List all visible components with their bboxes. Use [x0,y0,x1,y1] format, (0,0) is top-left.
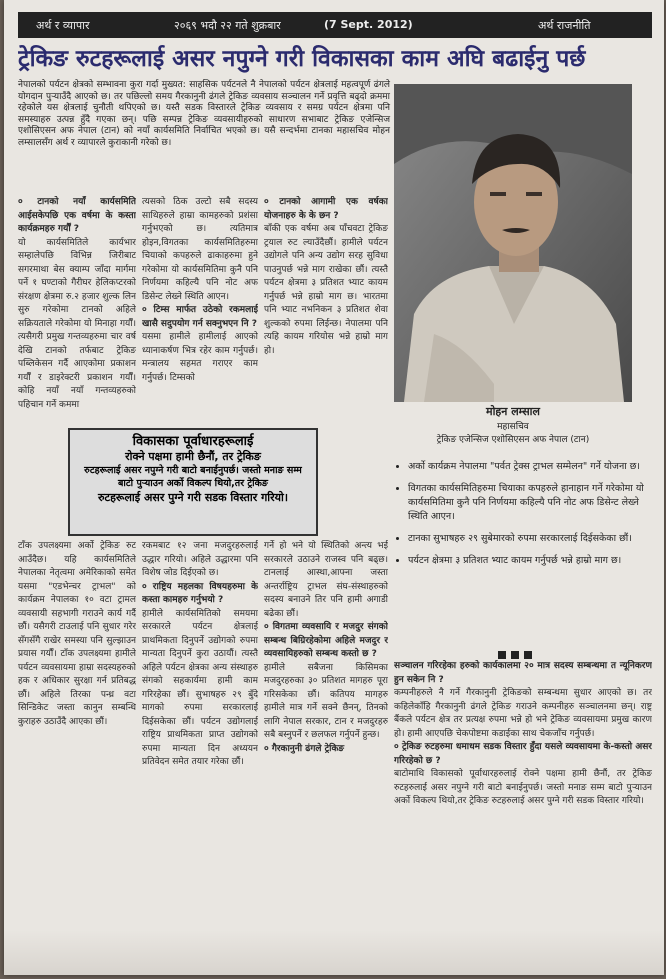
highlight-item: • टानका सुभाषहरु २९ सुबेमारको रुपमा सरकारलाई दिईसकेका छौं। [408,532,652,546]
question: ० ट्रेकिङ रुटहरुमा धमाधम सडक विस्तार हुँदा यसले व्यवसायमा के-कस्तो असर गरिरहेको छ ? [394,742,652,766]
dateline: २०६९ भदौ २२ गते शुक्रबार [174,19,281,32]
highlights-list [394,460,652,576]
caption-name: मोहन लम्साल [486,405,540,418]
question: ० राष्ट्रिय महलका विषयहरुमा के कस्ता कामहरु गर्नुभयो ? [142,581,258,605]
page-bottom-fold [4,930,664,975]
answer: यो कार्यसमितिले कार्यभार सम्हालेपछि विभिन्न जिरीबाट सगरमाथा बेस क्याम्प जाँदा मार्गमा पर्ने १ घण्टाको गैरीघर हेलिकप्टरको संरक्षण क्षेत्रमा रु.२ हजार शुल्क लिन सुरु गरेकोमा टानको अहिले सक्रियताले गरेकोमा यो मिनाहा गर्यौं। त्यसैगरी प्रमुख गन्तव्यहरुमा चार वर्ष देखि टानको तर्फबाट ट्रेकिङ पब्लिकेसन गर्दै आएकोमा प्रकाशन गर्यौं र डाइरेक्टरी प्रकाशन गर्यौं। कोहि नयाँ नयाँ गन्तव्यहरुको पहिचान गर्ने कममा [18,237,136,410]
column-1 [18,196,136,426]
pull-quote-line: रोक्ने पक्षमा हामी छैनौं, तर ट्रेकिङ [125,450,261,463]
column-2 [142,196,258,426]
section-divider [498,644,542,652]
page-header-bar [18,12,652,38]
question: सञ्चालन गरिरहेका हरुको कार्यकालमा २० मात्र सदस्य सम्बन्धमा त न्यूनिकरण हुन सकेन नि ? [394,661,652,685]
answer: रकमबाट १२ जना मजदुरहरुलाई उद्धार गरियो। अहिले उद्धारमा पनि विशेष जोड दिईएको छ। [142,541,258,578]
highlight-item: • पर्यटन क्षेत्रमा ३ प्रतिशत भ्याट कायम गर्नुपर्छ भन्ने हाम्रो माग छ। [408,554,652,568]
highlight-item: • विगतका कार्यसमितिहरुमा चियाका कपहरुले हानाहान गर्ने गरेकोमा यो कार्यसमितिमा कुनै पनि निर्णयमा कहिल्यै पनि नोट अफ डिसेन्ट लेख्ने स्थिति आएन। [408,482,652,524]
answer: टाँक उपलक्ष्यमा अर्को ट्रेकिङ रुट आउँदैछ। यहि कार्यसमितिले नेपालका नेतृत्वमा अमेरिकाको समेत यसमा "एडभेन्चर ट्राभल" को कार्यक्रम नेपालका १० वटा ट्रामल व्यवसायी सहभागी गराउने कार्य गर्दै छौं। यसैगरी टाउलाई पनि सुधार गरेर सँगसँगै राखेर समस्या पनि सुल्झाउन प्रयास गर्यौं। टाँक उपलक्ष्यमा हामीले पर्यटन व्यवसायमा हाम्रा सदस्यहरुको हक र अधिकार सुरक्षा गर्न प्रतिबद्ध छौं। अहिले तिरका पन्ध्र वटा सिन्डिकेट जस्ता कानुन सम्बन्धि कुराहरु उठाउँदै आएका छौं। [18,541,136,727]
question: ० टानको आगामी एक वर्षका योजनाहरु के के छन ? [264,197,388,221]
caption-title: महासचिव [497,422,529,432]
answer: त्यसको ठिक उल्टो सबै सदस्य साथिहरुले हाम्रा कामहरुको प्रशंसा गर्नुभएको छ। त्यतिमात्र होइन,विगतका कार्यसमितिहरुमा चियाको कपहरुले ढाकाहरुमा हुने गरेकोमा यो कार्यसमितिमा कुनै पनि निर्णयमा कहिल्यै पनि नोट अफ डिसेन्ट लेख्ने स्थिति आएन। [142,197,258,302]
intro-paragraph: नेपालको पर्यटन क्षेत्रको सम्भावना कुरा गर्दा मुख्यत: साहसिक पर्यटनले नै नेपालको पर्यटन क्षेत्रलाई महत्वपूर्ण ढंगले योगदान पुर्‍याउँदै आएको छ। तर पछिल्लो समय गैरकानुनी ढंगले ट्रेकिङ व्यवसाय सञ्चालन गर्ने प्रवृत्ति बढ्दो क्रममा रहेकोले यस क्षेत्रलाई चुनौती थपिएको छ। यस्तै सडक विस्तारले ट्रेकिङ व्यवसाय र समग्र पर्यटन क्षेत्रमा पनि समस्याहरु उत्पन्न हुँदै गएका छन्। पछि सम्पन्न ट्रेकिङ व्यवसायीहरुको साधारण सभाबाट ट्रेकिङ एजेन्सिज एशोसिएसन अफ नेपाल (टान) को नयाँ कार्यसमिति निर्वाचित भएको छ। यसै सन्दर्भमा टानका महासचिव मोहन लम्सालसँग अर्थ र व्यापारले कुराकानी गरेको छ। [18,80,390,148]
photo-caption [394,404,632,445]
lower-column-2 [142,540,258,930]
question: ० गैरकानुनी ढंगले ट्रेकिङ [264,743,345,754]
dateline-en: (7 Sept. 2012) [324,18,413,31]
question: ० टानको नयाँ कार्यसमिति आईसकेपछि एक वर्षमा के कस्ता कार्यक्रमहरु गर्यौं ? [18,197,136,234]
pull-quote-line: विकासका पूर्वाधारहरूलाई [132,434,254,449]
header-right-label: अर्थ राजनीति [538,19,591,32]
newspaper-page [4,0,664,975]
section-label: अर्थ र व्यापार [36,19,90,32]
answer: गर्ने हो भने यो स्थितिको अन्त्य भई सरकारले उठाउने राजस्व पनि बढ्छ। टानलाई आस्था,आफ्ना जस्ता अन्तर्राष्ट्रिय ट्राभल संघ-संस्थाहरुको सदस्य बनाउने तिर पनि हामी अगाडी बढेका छौं। [264,541,388,619]
question: ० विगतमा व्यवसायि र मजदुर संगको सम्बन्ध बिग्रिरहेकोमा अहिले मजदुर र व्यवसायिहरुको सम्बन्ध कस्तो छ ? [264,622,388,659]
answer: हामीले कार्यसमितिको समयमा सरकारले पर्यटन क्षेत्रलाई प्राथमिकता दिनुपर्ने उद्योगको रुपमा मान्यता दिनुपर्ने कुरा उठायौं। त्यस्तै अहिले पर्यटन क्षेत्रका अन्य संस्थाहरु संगको सहकार्यमा हामी काम गरिरहेका छौं। सुभाषहरु २९ बुँदे मागको रुपमा सरकारलाई दिईसकेका छौं। पर्यटन उद्योगलाई राष्ट्रिय प्राथमिकता प्राप्त उद्योगको रुपमा मान्यता दिन अध्ययन प्रतिवेदन समेत तयार गरेका छौं। [142,608,258,767]
pull-quote-box [68,428,318,536]
answer: हामीले सबैजना किसिमका मजदुरहरुका ३० प्रतिशत मागहरु पूरा गरिसकेका छौं। कतिपय मागहरु हामीले मात्र गर्ने सक्ने छैनन्, तिनको लागि नेपाल सरकार, टान र मजदुरहरु सबै बस्नुपर्ने र छलफल गर्नुपर्ने हुन्छ। [264,662,388,740]
answer: यसमा हामीले हामीलाई आएको ध्यानाकर्षण भित्र रहेर काम गर्नुपर्छ। मन्त्रालय सहमत गराएर काम गर्नुपर्छ। टिम्सको [142,332,258,383]
highlight-item: • अर्को कार्यक्रम नेपालमा "पर्वत ट्रेक्स ट्राभल सम्मेलन" गर्ने योजना छ। [408,460,652,474]
pull-quote-line: रुटहरूलाई असर नपुग्ने गरी बाटो बनाईनुपर्छ। जस्तो मनाङ सम्म बाटो पुर्‍याउन अर्को विकल्प थियो,तर ट्रेकिङ [84,465,302,489]
headline: ट्रेकिङ रुटहरूलाई असर नपुग्ने गरी विकासका काम अघि बढाईनु पर्छ [18,45,586,72]
caption-org: ट्रेकिङ एजेन्सिज एशोसिएसन अफ नेपाल (टान) [436,435,590,445]
lower-column-1 [18,540,136,930]
lower-column-4 [394,660,652,930]
portrait-photo [394,84,632,402]
question: ० टिम्स मार्फत उठेको रकमलाई खासै सदुपयोग गर्न सक्नुभएन नि ? [142,305,258,329]
answer: कम्पनीहरुले नै गर्ने गैरकानुनी ट्रेकिङको सम्बन्धमा सुधार आएको छ। तर कहिलेकाँहि गैरकानुनी ढंगले ट्रेकिङ गराउने कम्पनीहरु सञ्चालनमा छन्। राष्ट्र बैंकले पर्यटन क्षेत्र तर प्रत्यक्ष रुपमा भन्ने हो भने ट्रेकिङ व्यवसायमा प्रमुख कारण हो। हामी आएपछि चेकपोष्टमा कडाईका साथ चेकजाँच गर्नुपर्छ। [394,688,652,739]
answer: बाँकी एक वर्षमा अब पाँचवटा ट्रेकिङ ट्रयाल रुट ल्याउँदैछौं। हामीले पर्यटन उद्योगले पनि अन्य उद्योग सरह सुविधा पाउनुपर्छ भन्ने माग राखेका छौं। त्यस्तै पर्यटन क्षेत्रमा ३ प्रतिशत भ्याट कायम गर्नुपर्छ भन्ने हाम्रो माग छ। भारतमा पनि भ्याट नभनिकन ३ प्रतिशत शेवा शुल्कको रुपमा लिईन्छ। नेपालमा पनि त्यहि कायम गरियोस भन्ने हाम्रो माग हो। [264,224,388,356]
lower-column-3 [264,540,388,930]
pull-quote-line: रुटहरूलाई असर पुग्ने गरी सडक विस्तार गरियो। [97,491,289,504]
answer: बाटोमाथि विकासको पूर्वाधारहरुलाई रोक्ने पक्षमा हामी छैनौं, तर ट्रेकिङ रुटहरुलाई असर नपुग्ने गरी बाटो बनाईनुपर्छ। जस्तो मनाङ सम्म बाटो पुर्‍याउन अर्को विकल्प थियो,तर ट्रेकिङ रुटहरुलाई असर पुग्ने गरी सडक विस्तार गरियो। [394,769,652,806]
